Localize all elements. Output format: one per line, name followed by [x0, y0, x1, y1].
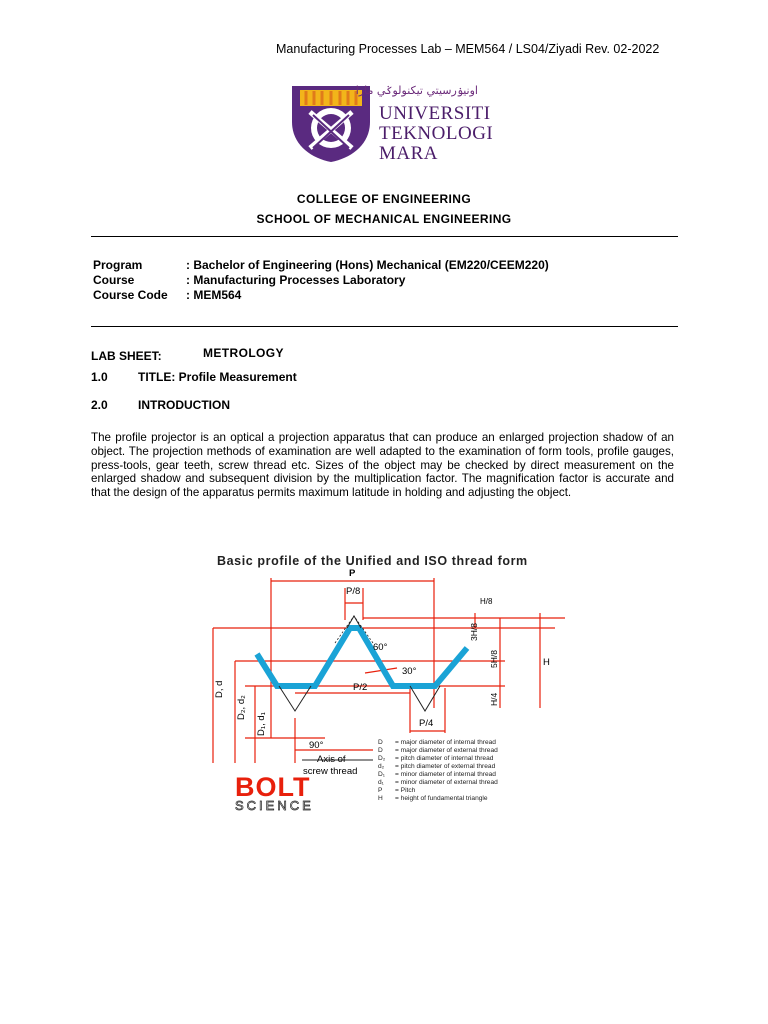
program-row [93, 258, 549, 273]
course-row [93, 273, 549, 288]
program-info [93, 258, 549, 303]
label-3h8: 3H/8 [469, 623, 479, 641]
legend-desc-0: = major diameter of internal thread [395, 739, 496, 746]
course-value: : Manufacturing Processes Laboratory [186, 273, 406, 287]
label-90: 90° [309, 740, 324, 751]
label-d1d1: D₁, d₁ [256, 712, 267, 736]
college-heading: COLLEGE OF ENGINEERING [296, 192, 472, 206]
section-2-title: INTRODUCTION [138, 398, 230, 412]
logo-line-2: TEKNOLOGI [379, 123, 494, 144]
program-key: Program [93, 258, 143, 272]
label-p2: P/2 [353, 682, 368, 693]
label-p8: P/8 [346, 586, 361, 597]
document-reference: Manufacturing Processes Lab – MEM564 / LS04/Ziyadi Rev. 02-2022 [276, 42, 660, 56]
label-p4: P/4 [419, 718, 434, 729]
legend-desc-7: = height of fundamental triangle [395, 795, 488, 802]
brand-science: SCIENCE [235, 798, 314, 813]
legend-sym-7: H [378, 795, 383, 802]
legend-desc-4: = minor diameter of internal thread [395, 771, 496, 778]
thread-profile-figure [205, 548, 565, 818]
legend-desc-2: = pitch diameter of internal thread [395, 755, 494, 762]
section-1-title: TITLE: Profile Measurement [138, 370, 297, 384]
label-d2d2: D₂, d₂ [236, 695, 247, 720]
program-value: : Bachelor of Engineering (Hons) Mechanical (EM220/CEEM220) [186, 258, 549, 272]
course-key: Course [93, 273, 135, 287]
lab-sheet-label: LAB SHEET: [91, 349, 162, 363]
course-code-key: Course Code [93, 288, 168, 302]
logo-line-1: UNIVERSITI [379, 103, 491, 124]
figure-title: Basic profile of the Unified and ISO thread form [217, 554, 528, 568]
label-h4: H/4 [489, 692, 499, 706]
logo-line-3: MARA [379, 143, 439, 164]
legend-sym-1: D [378, 747, 383, 754]
course-code-row [93, 288, 549, 303]
label-5h8: 5H/8 [489, 650, 499, 668]
label-axis: Axis of [317, 754, 346, 765]
label-h: H [543, 657, 550, 668]
legend-desc-3: = pitch diameter of external thread [395, 763, 496, 770]
introduction-paragraph: The profile projector is an optical a projection apparatus that can produce an enlarged projection shadow of an object. The projection methods of examination are well adapted to the examination of form tools, profile gauges, press-tools, gear teeth, screw thread etc. Sizes of the object may be checked by direct measurement on the enlarged shadow and subsequent division by the multiplication factor. The magnification factor is accurate and that the design of the apparatus permits maximum latitude in holding and adjusting the object. [91, 431, 674, 500]
section-2-number: 2.0 [91, 398, 108, 412]
bolt-science-logo [235, 772, 314, 813]
thread-profile [257, 616, 467, 711]
legend-sym-2: D₂ [378, 755, 386, 762]
logo-jawi-text: اونيۏرسيتي تيکنولوݢي مارا [355, 84, 478, 97]
legend-sym-6: P [378, 787, 383, 794]
label-dd: D, d [214, 680, 225, 698]
uitm-logo [286, 82, 494, 164]
lab-sheet-value: METROLOGY [203, 346, 284, 360]
legend-sym-0: D [378, 739, 383, 746]
course-code-value: : MEM564 [186, 288, 242, 302]
label-axis-2: screw thread [303, 766, 358, 777]
school-heading: SCHOOL OF MECHANICAL ENGINEERING [256, 212, 512, 226]
brand-bolt: BOLT [235, 772, 311, 802]
legend-desc-5: = minor diameter of external thread [395, 779, 498, 786]
divider-top [91, 236, 678, 237]
label-30: 30° [402, 666, 417, 677]
label-h8: H/8 [480, 597, 493, 606]
section-1-number: 1.0 [91, 370, 108, 384]
legend-sym-3: d₂ [378, 763, 385, 770]
divider-bottom [91, 326, 678, 327]
label-60: 60° [373, 642, 388, 653]
legend-sym-4: D₁ [378, 771, 385, 778]
legend-desc-1: = major diameter of external thread [395, 747, 498, 754]
legend-desc-6: = Pitch [395, 787, 416, 794]
legend-sym-5: d₁ [378, 779, 384, 786]
figure-legend [378, 739, 498, 802]
label-p: P [349, 568, 356, 579]
